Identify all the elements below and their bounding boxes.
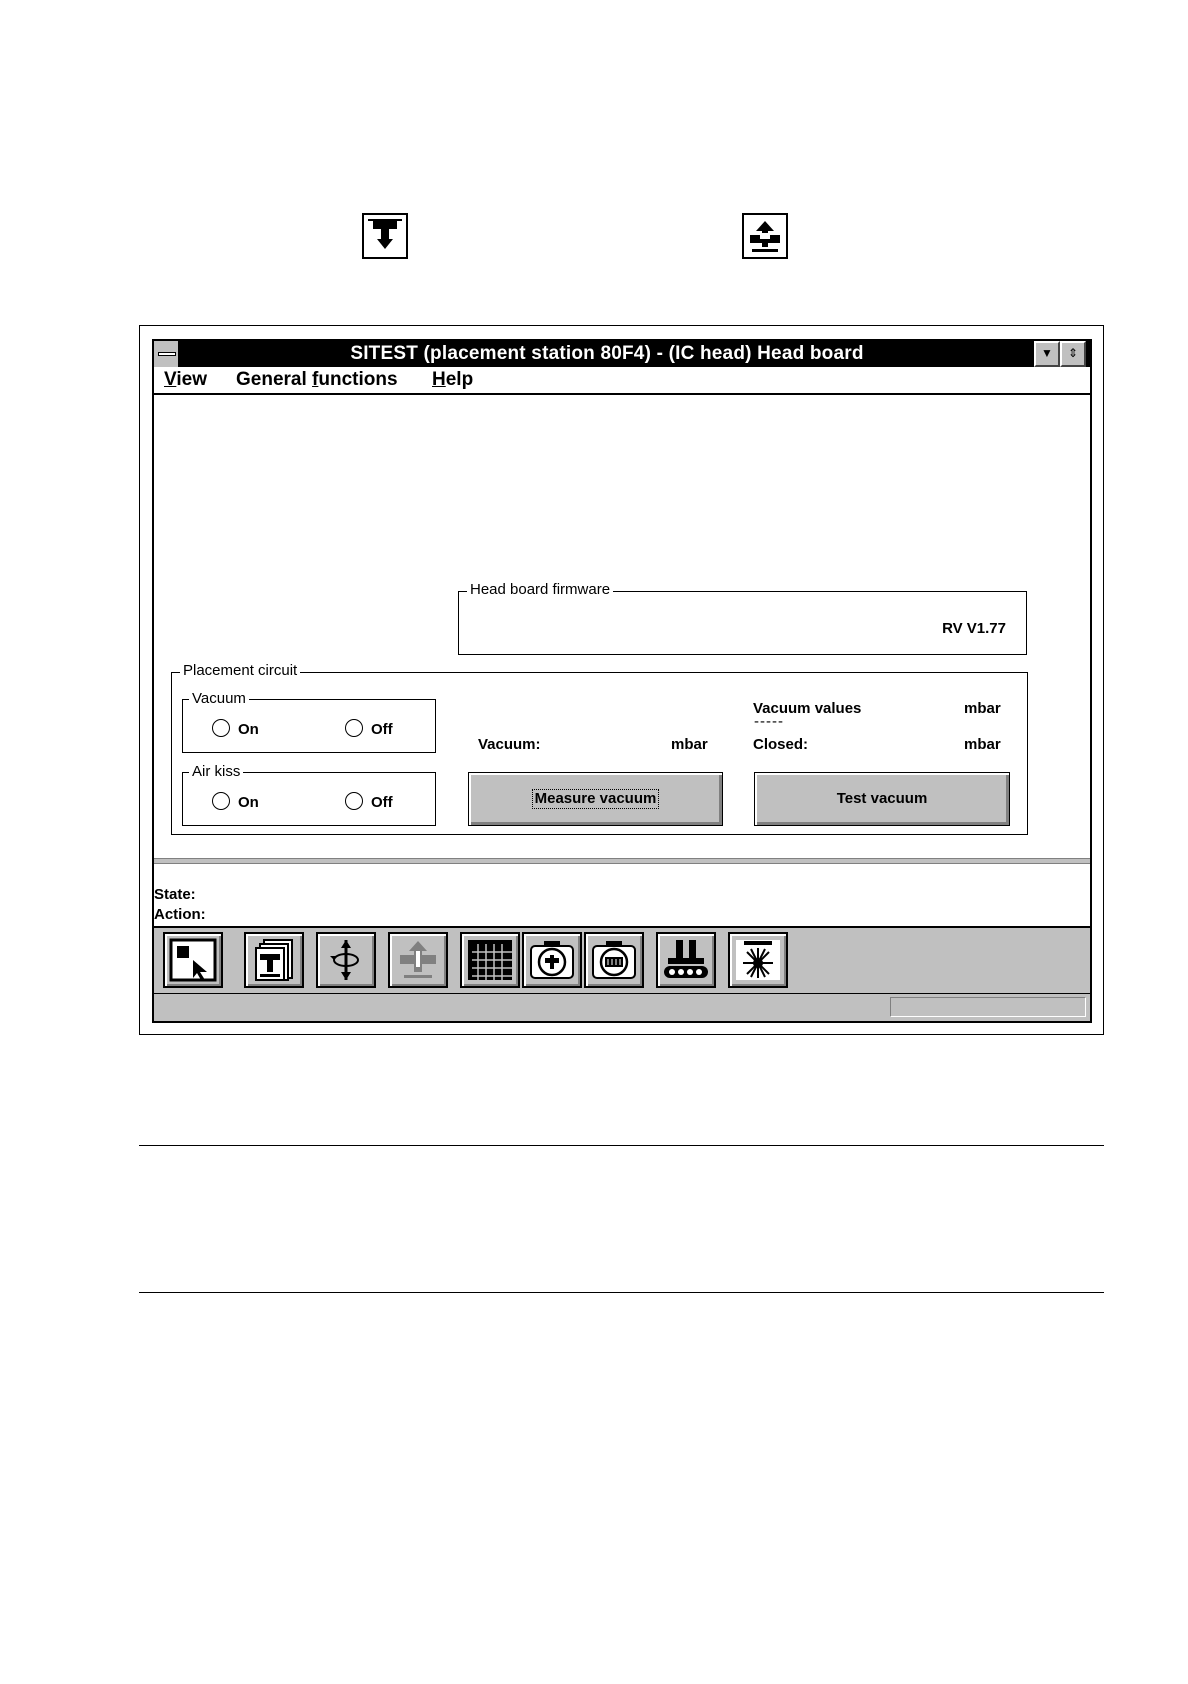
laser-icon [734, 938, 782, 982]
restore-button[interactable]: ⇕ [1060, 341, 1086, 367]
sitest-window [152, 339, 1092, 1023]
select-pointer-icon [169, 938, 217, 982]
vacuum-unit: mbar [671, 736, 708, 753]
state-label: State: [154, 886, 196, 903]
airkiss-radio-group [182, 763, 436, 826]
airkiss-off-label: Off [371, 794, 393, 811]
camera-component-tool-button[interactable] [522, 932, 582, 988]
vacuum-off-radio[interactable] [345, 719, 363, 737]
window-title: SITEST (placement station 80F4) - (IC head) Head board [350, 343, 864, 364]
select-tool-button[interactable] [163, 932, 223, 988]
grid-icon [466, 938, 514, 982]
test-vacuum-button[interactable] [754, 772, 1010, 826]
grid-tool-button[interactable] [460, 932, 520, 988]
action-label: Action: [154, 906, 206, 923]
firmware-version: RV V1.77 [942, 620, 1006, 637]
vacuum-values-dashes: ----- [754, 713, 784, 730]
test-vacuum-label: Test vacuum [836, 790, 928, 807]
divider-top [139, 1145, 1104, 1146]
minimize-button[interactable]: ▼ [1034, 341, 1060, 367]
divider-bottom [139, 1292, 1104, 1293]
rotate-icon [322, 938, 370, 982]
vacuum-off-label: Off [371, 721, 393, 738]
panel-separator [154, 858, 1090, 864]
camera-board-icon [590, 938, 638, 982]
airkiss-legend: Air kiss [189, 763, 243, 780]
firmware-legend: Head board firmware [467, 581, 613, 598]
status-bar [154, 994, 1090, 1021]
menu-help[interactable]: Help [432, 369, 474, 390]
menu-general-functions[interactable]: General functions [236, 369, 398, 390]
conveyor-icon [662, 938, 710, 982]
vacuum-values-label: Vacuum values [753, 700, 862, 717]
vacuum-radio-group [182, 690, 436, 753]
measure-vacuum-button[interactable] [468, 772, 723, 826]
camera-component-icon [528, 938, 576, 982]
laser-tool-button[interactable] [728, 932, 788, 988]
toolbar [154, 926, 1090, 994]
vacuum-legend: Vacuum [189, 690, 249, 707]
placement-circuit-group [171, 662, 1028, 835]
placement-legend: Placement circuit [180, 662, 300, 679]
firmware-group [458, 581, 1027, 655]
closed-label: Closed: [753, 736, 809, 753]
vacuum-values-unit: mbar [964, 700, 1001, 717]
camera-board-tool-button[interactable] [584, 932, 644, 988]
placement-head-tool-button[interactable] [388, 932, 448, 988]
airkiss-on-radio[interactable] [212, 792, 230, 810]
head-layers-tool-button[interactable] [244, 932, 304, 988]
airkiss-off-radio[interactable] [345, 792, 363, 810]
vacuum-on-radio[interactable] [212, 719, 230, 737]
system-menu-button[interactable] [154, 341, 180, 367]
rotate-tool-button[interactable] [316, 932, 376, 988]
vacuum-label: Vacuum: [478, 736, 541, 753]
menu-view[interactable]: View [164, 369, 207, 390]
placement-head-icon [394, 938, 442, 982]
airkiss-on-label: On [238, 794, 259, 811]
head-down-icon [362, 213, 408, 259]
head-layers-icon [250, 938, 298, 982]
conveyor-tool-button[interactable] [656, 932, 716, 988]
vacuum-on-label: On [238, 721, 259, 738]
menu-bar [154, 367, 1090, 395]
head-up-icon [742, 213, 788, 259]
measure-vacuum-label: Measure vacuum [532, 789, 660, 809]
closed-unit: mbar [964, 736, 1001, 753]
title-bar[interactable] [154, 341, 1090, 367]
status-field [890, 997, 1086, 1017]
